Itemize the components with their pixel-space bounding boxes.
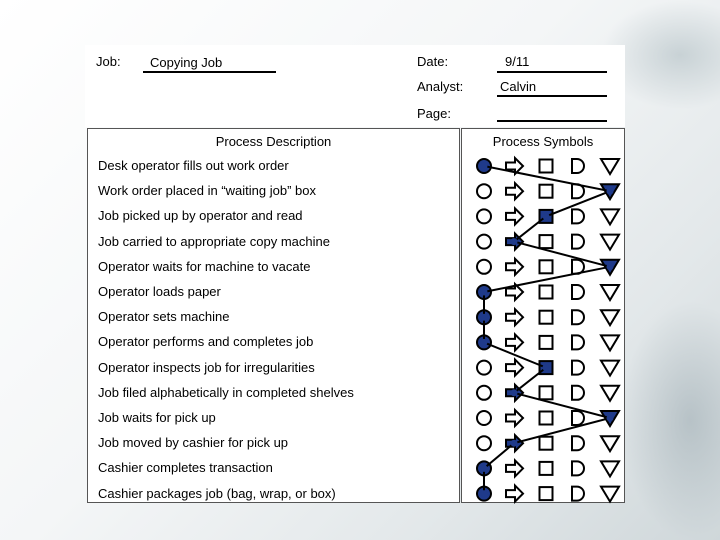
background-blur-bottom: [620, 300, 720, 540]
selected-symbol-marker: [481, 465, 488, 472]
inspection-square-icon: [540, 160, 553, 173]
selected-symbol-marker: [481, 314, 488, 321]
process-step-description: Operator waits for machine to vacate: [98, 258, 311, 274]
storage-triangle-icon: [601, 386, 619, 401]
storage-triangle-icon: [601, 487, 619, 502]
selected-symbol-marker: [543, 213, 550, 220]
delay-d-icon: [572, 285, 584, 299]
selected-symbol-marker: [481, 490, 488, 497]
process-step-description: Operator sets machine: [98, 309, 230, 325]
storage-triangle-icon: [601, 436, 619, 451]
selected-symbol-marker: [607, 263, 614, 270]
process-symbols-grid: [462, 129, 626, 504]
storage-triangle-icon: [601, 361, 619, 376]
process-step-description: Cashier packages job (bag, wrap, or box): [98, 485, 336, 501]
delay-d-icon: [572, 335, 584, 349]
delay-d-icon: [572, 487, 584, 501]
selected-symbol-marker: [511, 440, 518, 447]
transport-arrow-icon: [506, 334, 523, 350]
delay-d-icon: [572, 461, 584, 475]
delay-d-icon: [572, 436, 584, 450]
inspection-square-icon: [540, 412, 553, 425]
operation-circle-icon: [477, 361, 491, 375]
inspection-square-icon: [540, 336, 553, 349]
delay-d-icon: [572, 159, 584, 173]
selected-symbol-marker: [481, 289, 488, 296]
storage-triangle-icon: [601, 209, 619, 224]
selected-symbol-marker: [481, 339, 488, 346]
process-step-description: Job picked up by operator and read: [98, 208, 303, 224]
transport-arrow-icon: [506, 410, 523, 426]
inspection-square-icon: [540, 386, 553, 399]
process-symbols-panel: [461, 128, 625, 503]
process-step-description: Job carried to appropriate copy machine: [98, 233, 330, 249]
selected-symbol-marker: [481, 163, 488, 170]
storage-triangle-icon: [601, 461, 619, 476]
analyst-underline: [497, 95, 607, 97]
delay-d-icon: [572, 386, 584, 400]
inspection-square-icon: [540, 462, 553, 475]
process-step-description: Operator loads paper: [98, 284, 221, 299]
inspection-square-icon: [540, 487, 553, 500]
date-value: 9/11: [505, 54, 530, 69]
process-step-description: Job filed alphabetically in completed shelves: [98, 384, 354, 400]
delay-d-icon: [572, 361, 584, 375]
operation-circle-icon: [477, 386, 491, 400]
transport-arrow-icon: [506, 360, 523, 376]
process-step-description: Job moved by cashier for pick up: [98, 435, 289, 451]
delay-d-icon: [572, 310, 584, 324]
selected-symbol-marker: [543, 364, 550, 371]
transport-arrow-icon: [506, 259, 523, 275]
process-step-description: Desk operator fills out work order: [98, 158, 289, 173]
transport-arrow-icon: [506, 208, 523, 224]
operation-circle-icon: [477, 235, 491, 249]
transport-arrow-icon: [506, 183, 523, 199]
delay-d-icon: [572, 209, 584, 223]
page-underline: [497, 120, 607, 122]
process-step-description: Operator performs and completes job: [98, 334, 314, 350]
storage-triangle-icon: [601, 310, 619, 325]
selected-symbol-marker: [511, 238, 518, 245]
inspection-square-icon: [540, 185, 553, 198]
job-value: Copying Job: [150, 55, 223, 70]
inspection-square-icon: [540, 260, 553, 273]
transport-arrow-icon: [506, 460, 523, 476]
process-description-title: Process Description: [215, 134, 332, 149]
page-label: Page:: [417, 106, 451, 121]
transport-arrow-icon: [506, 309, 523, 325]
delay-d-icon: [572, 235, 584, 249]
date-underline: [497, 71, 607, 73]
inspection-square-icon: [540, 311, 553, 324]
delay-d-icon: [572, 411, 584, 425]
process-step-description: Job waits for pick up: [98, 410, 216, 425]
transport-arrow-icon: [506, 486, 523, 502]
process-symbols-title: Process Symbols: [492, 134, 594, 149]
job-underline: [143, 71, 276, 73]
inspection-square-icon: [540, 437, 553, 450]
selected-symbol-marker: [607, 188, 614, 195]
selected-symbol-marker: [511, 389, 518, 396]
selected-symbol-marker: [607, 415, 614, 422]
operation-circle-icon: [477, 436, 491, 450]
analyst-value: Calvin: [500, 79, 537, 94]
storage-triangle-icon: [601, 159, 619, 174]
process-step-description: Operator inspects job for irregularities: [98, 359, 315, 375]
inspection-square-icon: [540, 235, 553, 248]
process-description-panel: [87, 128, 460, 503]
operation-circle-icon: [477, 411, 491, 425]
operation-circle-icon: [477, 209, 491, 223]
analyst-label: Analyst:: [417, 79, 464, 94]
inspection-square-icon: [540, 286, 553, 299]
storage-triangle-icon: [601, 335, 619, 350]
operation-circle-icon: [477, 260, 491, 274]
date-label: Date:: [417, 54, 449, 69]
process-step-description: Cashier completes transaction: [98, 460, 273, 476]
storage-triangle-icon: [601, 235, 619, 250]
operation-circle-icon: [477, 184, 491, 198]
job-label: Job:: [96, 54, 121, 69]
storage-triangle-icon: [601, 285, 619, 300]
process-step-description: Work order placed in “waiting job” box: [98, 183, 316, 199]
